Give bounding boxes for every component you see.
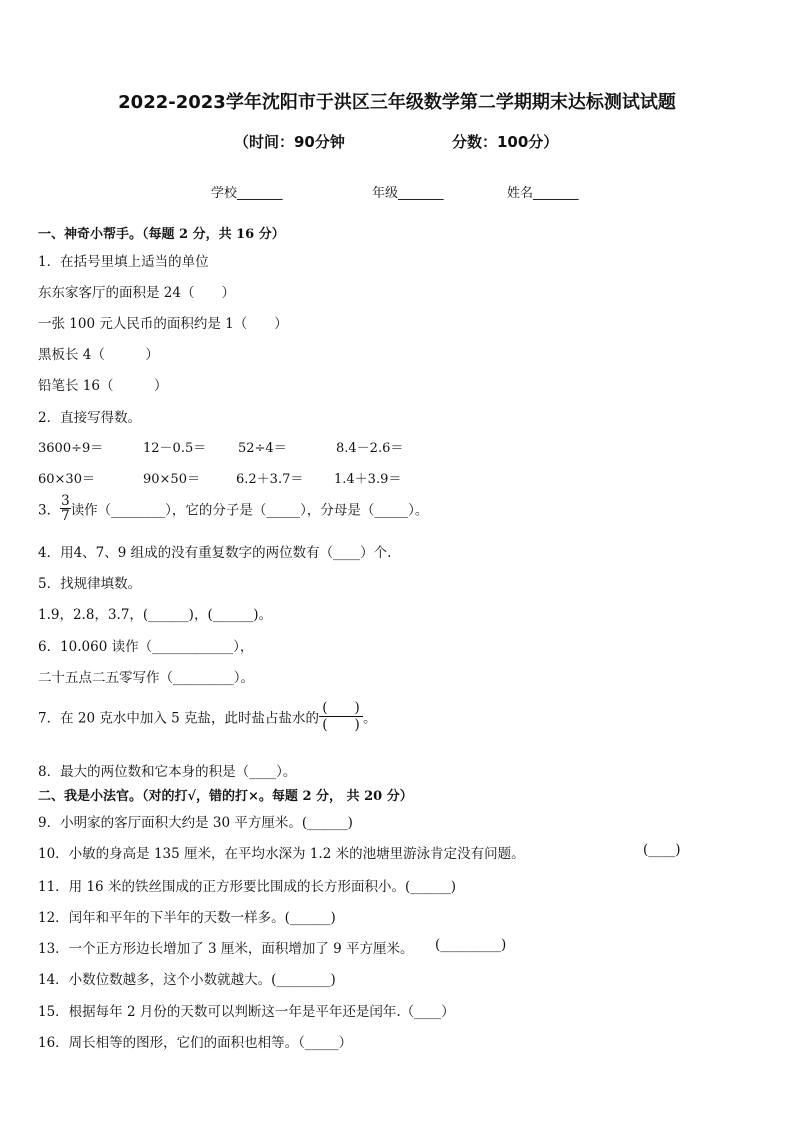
calc-item: 6.2＋3.7＝ bbox=[236, 472, 304, 487]
question-5-sequence: 1.9，2.8，3.7，(______)，(______)。 bbox=[38, 607, 272, 623]
fraction-three-sevenths bbox=[60, 494, 71, 523]
question-7 bbox=[38, 700, 377, 733]
question-11: 11．用 16 米的铁丝围成的正方形要比围成的长方形面积小。(______) bbox=[38, 879, 456, 895]
fraction-numerator: 3 bbox=[61, 493, 70, 509]
question-3-text: 读作（________），它的分子是（_____），分母是（_____）。 bbox=[70, 502, 429, 519]
calc-item: 90×50＝ bbox=[143, 472, 200, 487]
question-3 bbox=[38, 494, 428, 523]
question-1-line-1: 东东家客厅的面积是 24（ ） bbox=[38, 285, 235, 301]
calc-item: 52÷4＝ bbox=[238, 441, 287, 456]
question-7-text: 7．在 20 克水中加入 5 克盐，此时盐占盐水的 bbox=[38, 710, 320, 727]
calc-item: 1.4＋3.9＝ bbox=[334, 472, 402, 487]
question-1-prompt: 1．在括号里填上适当的单位 bbox=[38, 254, 209, 270]
calc-item: 3600÷9＝ bbox=[38, 441, 104, 456]
question-4: 4．用4、7、9 组成的没有重复数字的两位数有（____）个. bbox=[38, 545, 392, 561]
calc-item: 12－0.5＝ bbox=[143, 441, 207, 456]
section-1-heading: 一、神奇小帮手。（每题 2 分，共 16 分） bbox=[38, 227, 285, 242]
blank-fraction bbox=[319, 700, 363, 733]
question-9: 9．小明家的客厅面积大约是 30 平方厘米。(______) bbox=[38, 815, 353, 831]
question-13: 13．一个正方形边长增加了 3 厘米，面积增加了 9 平方厘米。 bbox=[38, 941, 414, 957]
blank-fraction-bottom: ( ) bbox=[322, 717, 360, 733]
question-8: 8．最大的两位数和它本身的积是（____）。 bbox=[38, 764, 297, 780]
school-field: 学校_______ bbox=[211, 186, 283, 201]
question-15: 15．根据每年 2 月份的天数可以判断这一年是平年还是闰年.（____） bbox=[38, 1004, 455, 1020]
question-1-line-3: 黑板长 4（ ） bbox=[38, 347, 159, 363]
question-10-blank: (____) bbox=[643, 842, 681, 858]
question-10: 10．小敏的身高是 135 厘米，在平均水深为 1.2 米的池塘里游泳肯定没有问题。 bbox=[38, 846, 525, 862]
calc-item: 60×30＝ bbox=[38, 472, 95, 487]
question-3-number: 3． bbox=[38, 502, 61, 519]
calc-item: 8.4－2.6＝ bbox=[336, 441, 404, 456]
question-7-end: 。 bbox=[363, 710, 377, 727]
section-2-heading: 二、我是小法官。（对的打√，错的打×。每题 2 分， 共 20 分） bbox=[38, 789, 413, 804]
page-title: 2022-2023学年沈阳市于洪区三年级数学第二学期期末达标测试试题 bbox=[118, 92, 676, 113]
question-5-prompt: 5．找规律填数。 bbox=[38, 576, 142, 592]
fraction-denominator: 7 bbox=[61, 508, 70, 524]
question-14: 14．小数位数越多，这个小数就越大。(________) bbox=[38, 972, 336, 988]
exam-time: （时间：90分钟 bbox=[234, 133, 345, 151]
question-1-line-4: 铅笔长 16（ ） bbox=[38, 378, 168, 394]
question-6-line-2: 二十五点二五零写作（_________）。 bbox=[38, 670, 254, 686]
question-2-prompt: 2．直接写得数。 bbox=[38, 410, 142, 426]
question-13-blank: (_________) bbox=[435, 937, 507, 953]
grade-field: 年级_______ bbox=[372, 186, 444, 201]
question-16: 16．周长相等的图形，它们的面积也相等。（_____） bbox=[38, 1035, 353, 1051]
blank-fraction-top: ( ) bbox=[319, 700, 363, 717]
exam-score: 分数：100分） bbox=[452, 133, 559, 151]
question-1-line-2: 一张 100 元人民币的面积约是 1（ ） bbox=[38, 316, 288, 332]
name-field: 姓名_______ bbox=[507, 186, 579, 201]
question-6-line-1: 6．10.060 读作（____________）， bbox=[38, 639, 254, 655]
question-12: 12．闰年和平年的下半年的天数一样多。(______) bbox=[38, 910, 336, 926]
